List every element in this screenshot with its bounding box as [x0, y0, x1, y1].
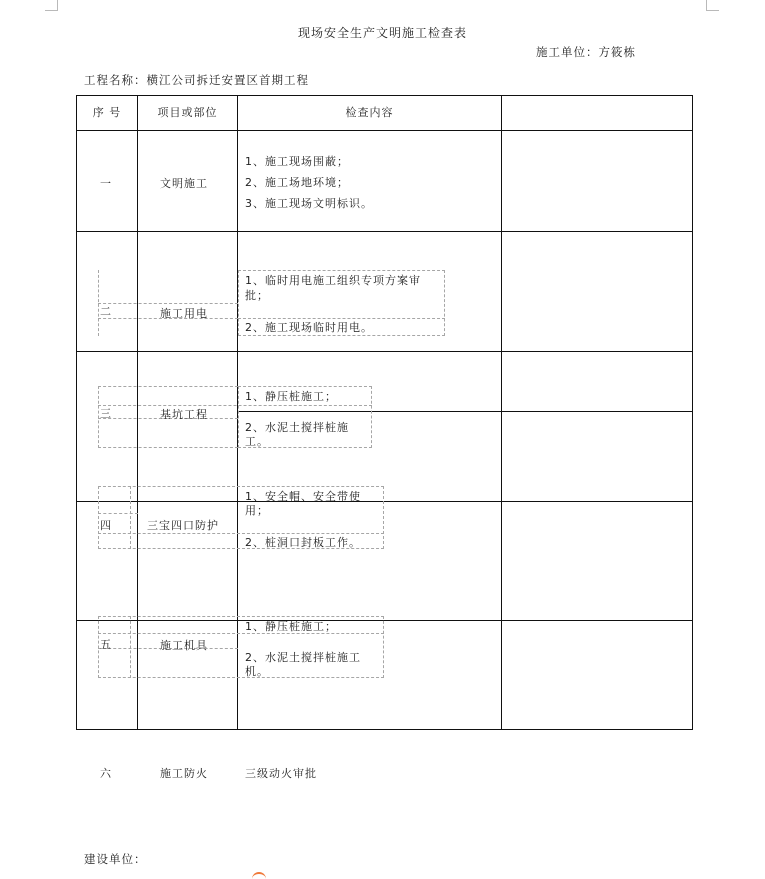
row-5-nested-grid: [98, 616, 384, 678]
row-5-line-2: 2、水泥土搅拌桩施工: [245, 651, 361, 664]
row-6-no: 六: [100, 767, 112, 780]
row-5-item: 施工机具: [160, 639, 208, 652]
row-1-item: 文明施工: [160, 177, 208, 190]
crop-mark-top-left: [45, 0, 58, 11]
orange-mark: [252, 872, 266, 879]
row-3-line-3: 工。: [245, 435, 269, 448]
document-title: 现场安全生产文明施工检查表: [297, 26, 467, 40]
crop-mark-top-right: [706, 0, 719, 11]
row-2-line-2: 批；: [245, 289, 269, 302]
row-1-line-2: 2、施工场地环境；: [245, 176, 349, 189]
row-3-item: 基坑工程: [160, 408, 208, 421]
row-4-line-1: 1、安全帽、安全带使: [245, 490, 361, 503]
row-6-content: 三级动火审批: [245, 767, 317, 780]
row-2-line-3: 2、施工现场临时用电。: [245, 321, 373, 334]
row-3-no: 三: [100, 407, 112, 420]
row-3-line-1: 1、静压桩施工；: [245, 390, 337, 403]
row-1-no: 一: [100, 177, 112, 190]
header-no: 序 号: [92, 106, 122, 119]
row-5-no: 五: [100, 638, 112, 651]
footer-developer: 建设单位：: [84, 852, 147, 866]
project-name: 工程名称：横江公司拆迁安置区首期工程: [84, 73, 309, 87]
row-4-line-3: 2、桩洞口封板工作。: [245, 536, 361, 549]
row-6-item: 施工防火: [160, 767, 208, 780]
header-content: 检查内容: [345, 106, 394, 119]
row-2-line-1: 1、临时用电施工组织专项方案审: [245, 274, 421, 287]
row-5-line-1: 1、静压桩施工；: [245, 620, 337, 633]
header-item: 项目或部位: [157, 106, 218, 119]
construction-unit: 施工单位：方筱栋: [536, 45, 636, 59]
row-1-line-1: 1、施工现场围蔽；: [245, 155, 349, 168]
row-2-no: 二: [100, 305, 112, 318]
row-2-item: 施工用电: [160, 307, 208, 320]
row-4-no: 四: [100, 519, 112, 532]
row-5-line-3: 机。: [245, 665, 269, 678]
row-4-line-2: 用；: [245, 504, 269, 517]
row-1-line-3: 3、施工现场文明标识。: [245, 197, 373, 210]
row-4-item: 三宝四口防护: [147, 519, 219, 532]
row-3-line-2: 2、水泥土搅拌桩施: [245, 421, 349, 434]
